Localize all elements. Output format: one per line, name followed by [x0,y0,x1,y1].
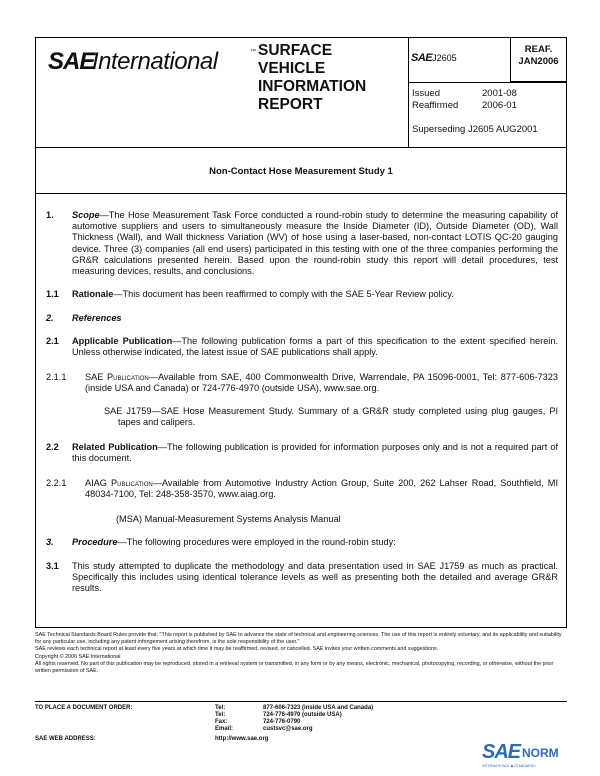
section-number: 2.1 [46,336,59,346]
section-heading: Scope [72,210,100,220]
section-body: —The following procedures were employed in the round-robin study: [117,537,396,547]
report-header [36,38,566,148]
section-text [85,372,558,394]
section-body: —The following publication is provided for information purposes only and is not a required part of this document. [72,442,558,464]
footer-divider [35,701,567,702]
issued-label: Issued [412,88,440,99]
doc-box-divider [408,38,409,148]
web-label: SAE WEB ADDRESS: [35,736,96,742]
watermark-sae: SAE [482,741,521,763]
footer-review: SAE reviews each technical report at least every five years at which time it may be reaffirmed, revised, or cancelled. SAE invites your written comments and suggestions. [35,646,439,653]
section-number: 1. [46,210,54,220]
sae-norm-watermark [482,741,592,771]
section-number: 2. [46,313,54,323]
section-text [85,478,558,500]
section-heading: AIAG Publication [85,478,153,488]
section-text [72,289,558,300]
fax-label: Fax: [215,719,228,725]
tel2-value[interactable]: 724-776-4970 (outside USA) [263,712,342,718]
email-label: Email: [215,726,234,732]
section-heading: Applicable Publication [72,336,173,346]
section-body: —The Hose Measurement Task Force conducted a round-robin study to determine the measuring capability of automotive suppliers and users to simultaneously measure the Inside Diameter (ID), Outside Diameter (OD), Wall Thickness (Wall), and Wall thickness Variation (WV) of hose using a laser-based, non-contact LOTIS QC-20 gauging device. Three (3) companies (all end users) participated in this testing with one of the three companies performing the GR&R calculations presented herein. Based upon the round-robin study this report will detail procedures, test measuring devices, results, and conclusions. [72,210,558,277]
section-body: —This document has been reaffirmed to comply with the SAE 5-Year Review policy. [113,289,454,299]
section-heading: Procedure [72,537,118,547]
section-body: —Available from SAE, 400 Commonwealth Drive, Warrendale, PA 15096-0001, Tel: 877-606-7323 (inside USA and Canada) or 724-776-4970 (outside USA), www.sae.org. [85,372,558,394]
doc-prefix: SAE [411,52,433,64]
section-text [72,210,558,277]
reference-text: (MSA) Manual-Measurement Systems Analysis Manual [116,514,341,524]
section-text [72,336,558,358]
issue-dates [412,88,517,112]
footer-notices [35,632,567,676]
tel1-value[interactable]: 877-606-7323 (inside USA and Canada) [263,705,374,711]
section-heading: Related Publication [72,442,158,452]
section-number: 2.1.1 [46,372,67,382]
section-heading: References [72,313,122,323]
section-heading: Rationale [72,289,114,299]
section-text [72,313,558,324]
header-divider [408,82,566,83]
section-body: —The following publication forms a part of this specification to the extent specified herein. Unless otherwise indicated, the latest issue of SAE publications shall apply. [72,336,559,358]
section-number: 2.2.1 [46,478,67,488]
section-number: 2.2 [46,442,59,452]
report-frame [35,37,567,628]
section-text: This study attempted to duplicate the methodology and data presentation used in SAE J1759 as much as practical. Specifically this includes using identical tolerance levels as well as presenting both the detailed and average GR&R results. [72,561,558,594]
doc-number-value: J2605 [432,53,457,63]
fax-value: 724-776-0790 [263,719,301,725]
doc-number [411,52,457,64]
watermark-norm: NORM [522,746,559,760]
reference-text: SAE J1759—SAE Hose Measurement Study. Summary of a GR&R study completed using plug gauges, PI tapes and calipers. [104,406,558,428]
reaffirmed-value: 2006-01 [482,100,517,111]
superseding-note: Superseding J2605 AUG2001 [412,124,538,135]
order-label: TO PLACE A DOCUMENT ORDER: [35,705,133,711]
issued-value: 2001-08 [482,88,517,99]
web-link[interactable]: http://www.sae.org [215,736,269,742]
footer-copyright: Copyright © 2006 SAE International [35,653,121,660]
sae-international-logo [48,48,268,108]
status-badge: REAF. JAN2006 [510,38,566,82]
reaffirmed-label: Reaffirmed [412,100,459,111]
page-title: Non-Contact Hose Measurement Study 1 [36,148,566,194]
email-link[interactable]: custsvc@sae.org [263,726,313,732]
logo-sae: SAE [48,48,95,75]
section-heading: SAE Publication [85,372,149,382]
tel1-label: Tel: [215,705,226,711]
footer-rights: All rights reserved. No part of this publication may be reproduced, stored in a retrieval system or transmitted, in any form or by any means, electronic, mechanical, photocopying, recording, or otherwise, without the prior written permission of SAE. [35,661,554,674]
section-text [72,537,558,548]
tel2-label: Tel: [215,712,226,718]
report-type: SURFACE VEHICLE INFORMATION REPORT [258,42,367,113]
section-body: —Available from Automotive Industry Action Group, Suite 200, 262 Lahser Road, Southfield, MI 48034-7100, Tel: 248-358-3570, www.aiag.org. [85,478,558,500]
watermark-sub: INTERNATIONAL ◆ STANDARDS [482,764,536,768]
footer-rules: SAE Technical Standards Board Rules provide that: "This report is published by SAE to advance the state of technical and engineering sciences. The use of this report is entirely voluntary, and its applicability and suitability for any particular use, including any patent infringement arising therefrom, is the sole responsibility of the user." [35,632,562,645]
logo-international: International [92,48,218,75]
logo-trademark: ™ [250,49,256,55]
section-number: 1.1 [46,289,59,299]
section-number: 3.1 [46,561,59,571]
section-text [72,442,558,464]
section-number: 3. [46,537,54,547]
